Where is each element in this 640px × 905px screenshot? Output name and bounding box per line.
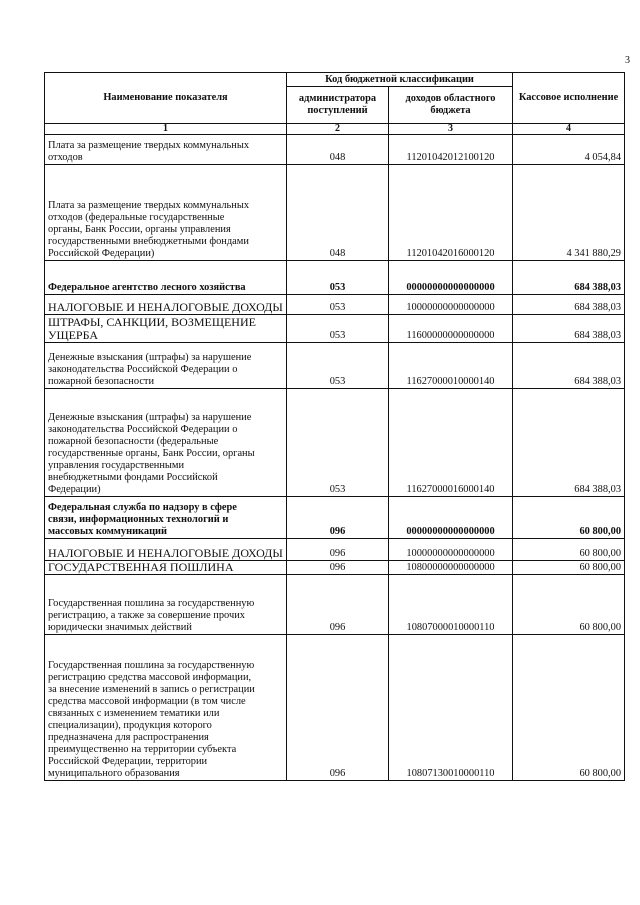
row-admin-code: 096: [287, 497, 389, 539]
header-num-1: 1: [45, 124, 287, 135]
row-admin-code: 048: [287, 135, 389, 165]
row-name: Денежные взыскания (штрафы) за нарушение законодательства Российской Федерации о пожарной безопасности (федеральные государственные органы, Банк России, органы управления государственными внебюджетными фондами Российской Федерации): [45, 389, 287, 497]
row-income-code: 00000000000000000: [389, 261, 513, 295]
table-row: [45, 261, 625, 295]
table-row: [45, 497, 625, 539]
row-admin-code: 048: [287, 165, 389, 261]
header-value: Кассовое исполнение: [513, 73, 625, 124]
row-income-code: 10000000000000000: [389, 539, 513, 561]
row-income-code: 11627000010000140: [389, 343, 513, 389]
row-income-code: 10800000000000000: [389, 561, 513, 575]
row-value: 684 388,03: [513, 343, 625, 389]
row-income-code: 00000000000000000: [389, 497, 513, 539]
row-admin-code: 053: [287, 389, 389, 497]
row-value: 60 800,00: [513, 539, 625, 561]
row-value: 60 800,00: [513, 497, 625, 539]
header-income: доходов областного бюджета: [389, 87, 513, 124]
header-admin: администратора поступлений: [287, 87, 389, 124]
header-name: Наименование показателя: [45, 73, 287, 124]
row-admin-code: 053: [287, 343, 389, 389]
row-income-code: 11627000016000140: [389, 389, 513, 497]
row-admin-code: 096: [287, 539, 389, 561]
table-row: [45, 635, 625, 781]
table-body: [45, 135, 625, 781]
table-row: [45, 135, 625, 165]
header-group: Код бюджетной классификации: [287, 73, 513, 87]
row-name: Государственная пошлина за государственную регистрацию средства массовой информации, за внесение изменений в запись о регистрации средства массовой информации (в том числе связанных с изменением тематики или специализации), продукция которого предназначена для распространения преимущественно на территории субъекта Российской Федерации, территории муниципального образования: [45, 635, 287, 781]
row-admin-code: 053: [287, 295, 389, 315]
row-admin-code: 096: [287, 635, 389, 781]
table-row: [45, 315, 625, 343]
row-name: Федеральная служба по надзору в сфере связи, информационных технологий и массовых коммуникаций: [45, 497, 287, 539]
row-value: 4 054,84: [513, 135, 625, 165]
header-num-2: 2: [287, 124, 389, 135]
row-name: Государственная пошлина за государственную регистрацию, а также за совершение прочих юридически значимых действий: [45, 575, 287, 635]
row-name: НАЛОГОВЫЕ И НЕНАЛОГОВЫЕ ДОХОДЫ: [45, 539, 287, 561]
row-value: 684 388,03: [513, 315, 625, 343]
row-name: НАЛОГОВЫЕ И НЕНАЛОГОВЫЕ ДОХОДЫ: [45, 295, 287, 315]
table-row: [45, 343, 625, 389]
row-name: Плата за размещение твердых коммунальных отходов: [45, 135, 287, 165]
row-admin-code: 096: [287, 575, 389, 635]
row-income-code: 11201042012100120: [389, 135, 513, 165]
row-name: Денежные взыскания (штрафы) за нарушение законодательства Российской Федерации о пожарной безопасности: [45, 343, 287, 389]
table-row: [45, 539, 625, 561]
table-row: [45, 575, 625, 635]
row-admin-code: 053: [287, 315, 389, 343]
row-name: Плата за размещение твердых коммунальных отходов (федеральные государственные органы, Банк России, органы управления государственными внебюджетными фондами Российской Федерации): [45, 165, 287, 261]
page-number: 3: [625, 55, 630, 66]
row-income-code: 11201042016000120: [389, 165, 513, 261]
row-value: 684 388,03: [513, 261, 625, 295]
row-value: 60 800,00: [513, 575, 625, 635]
row-income-code: 10807130010000110: [389, 635, 513, 781]
header-num-3: 3: [389, 124, 513, 135]
row-admin-code: 053: [287, 261, 389, 295]
row-income-code: 10000000000000000: [389, 295, 513, 315]
row-value: 60 800,00: [513, 561, 625, 575]
row-income-code: 10807000010000110: [389, 575, 513, 635]
table-row: [45, 389, 625, 497]
row-value: 684 388,03: [513, 389, 625, 497]
table-row: [45, 561, 625, 575]
table-row: [45, 295, 625, 315]
row-admin-code: 096: [287, 561, 389, 575]
table-row: [45, 165, 625, 261]
row-value: 4 341 880,29: [513, 165, 625, 261]
row-name: Федеральное агентство лесного хозяйства: [45, 261, 287, 295]
budget-table: [44, 72, 625, 781]
row-name: ШТРАФЫ, САНКЦИИ, ВОЗМЕЩЕНИЕ УЩЕРБА: [45, 315, 287, 343]
header-num-4: 4: [513, 124, 625, 135]
row-income-code: 11600000000000000: [389, 315, 513, 343]
row-value: 684 388,03: [513, 295, 625, 315]
row-name: ГОСУДАРСТВЕННАЯ ПОШЛИНА: [45, 561, 287, 575]
row-value: 60 800,00: [513, 635, 625, 781]
